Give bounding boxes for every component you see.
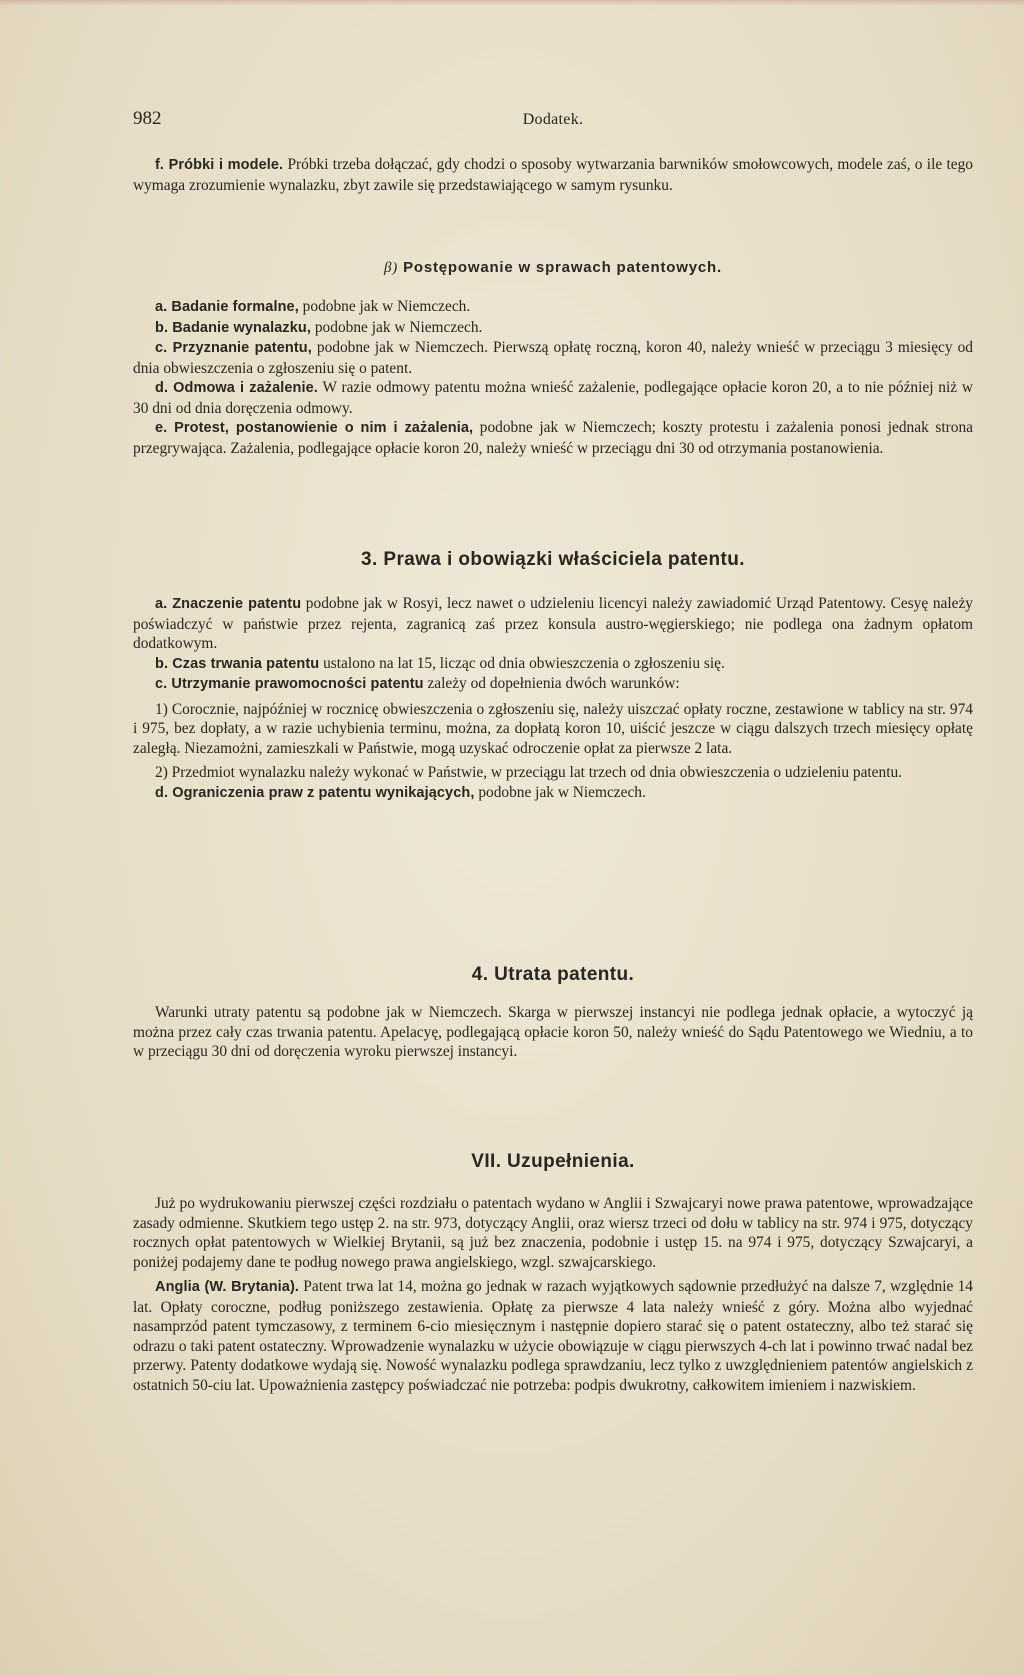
procedure-item-a (133, 297, 973, 318)
procedure-text: podobne jak w Niemczech. (298, 298, 471, 315)
rights-item-b (133, 654, 973, 675)
section-number: 4. (471, 964, 489, 985)
section-number: VII. (471, 1151, 502, 1172)
rights-label: c. Utrzymanie prawomocności patentu (155, 676, 424, 692)
condition-2: 2) Przedmiot wynalazku należy wykonać w Państwie, w przeciągu lat trzech od dnia obwieszczenia o udzieleniu patentu. (155, 764, 903, 781)
procedure-label: c. Przyznanie patentu, (155, 340, 312, 356)
rights-item-a (133, 594, 973, 654)
rights-item-d (133, 783, 973, 804)
section-title: Utrata patentu. (488, 964, 635, 985)
subheading-procedure (133, 258, 973, 279)
section-number: 3. (361, 549, 378, 570)
procedure-text: W razie odmowy patentu można wnieść zażalenie, podlegające opłacie koron 20, a to nie później niż w 30 dni od dnia doręczenia odmowy. (133, 379, 973, 417)
loss-paragraph: Warunki utraty patentu są podobne jak w Niemczech. Skarga w pierwszej instancyi nie podlega jednak opłacie, a wytoczyć ją można przez cały czas trwania patentu. Apelacyę, podlegającą opłacie koron 50, należy wnieść do Sądu Patentowego we Wiedniu, a to w przeciągu 30 dni od doręczenia wyroku pierwszej instancyi. (133, 1004, 973, 1060)
rights-label: b. Czas trwania patentu (155, 655, 320, 672)
rights-text: podobne jak w Rosyi, lecz nawet o udzieleniu licencyi należy zawiadomić Urząd Patentowy. Cesyę należy poświadczyć w państwie przez rejenta, zagranicą zaś przez konsula austro-węgierskiego; nie podlega ona żadnym opłatom dodatkowym. (133, 595, 973, 652)
anglia-paragraph (133, 1277, 973, 1395)
procedure-label: b. Badanie wynalazku, (155, 319, 312, 336)
section-7-heading (133, 1152, 973, 1172)
loss-section (133, 1003, 973, 1062)
page-number: 982 (133, 108, 162, 129)
paragraph-f (133, 155, 973, 195)
page-header (133, 108, 973, 134)
procedure-item-e (133, 418, 973, 458)
procedure-item-d (133, 378, 973, 418)
running-title: Dodatek. (522, 111, 584, 128)
section-4-heading (133, 965, 973, 985)
rights-text: zależy od dopełnienia dwóch warunków: (423, 675, 680, 692)
section-f (133, 155, 973, 195)
procedure-label: d. Odmowa i zażalenie. (155, 380, 318, 396)
procedure-list (133, 297, 973, 458)
section-title: Prawa i obowiązki właściciela patentu. (377, 549, 745, 570)
anglia-text: Patent trwa lat 14, można go jednak w razach wyjątkowych sądownie przedłużyć na dalsze 7, względnie 14 lat. Opłaty coroczne, podług poniższego zestawienia. Opłatę za pierwsze 4 lata należy wnieść z góry. Można albo wyjednać nasamprzód patent tymczasowy, z terminem 6-cio miesięcznym i następnie dopiero starać się o patent ostateczny, albo też starać się odrazu o taki patent ostateczny. Wprowadzenie wynalazku w użycie obowiązuje w ciągu pierwszych 4-ch lat i powinno trwać nadal bez przerwy. Patenty dodatkowe wydają się. Nowość wynalazku podlega sprawdzaniu, lecz tylko z uwzględnieniem patentów angielskich z ostatnich 50-ciu lat. Upoważnienia zastępcy poświadczać nie potrzeba: podpis dwukrotny, całkowitem imieniem i nazwiskiem. (133, 1278, 973, 1394)
procedure-text: podobne jak w Niemczech; koszty protestu i zażalenia ponosi jednak strona przegrywająca. Zażalenia, podlegające opłacie koron 20, należy wnieść w przeciągu dni 30 od otrzymania postanowienia. (133, 419, 973, 457)
procedure-text: podobne jak w Niemczech. (311, 318, 483, 336)
procedure-item-b (133, 318, 973, 339)
text-f: Próbki trzeba dołączać, gdy chodzi o sposoby wytwarzania barwników smołowcowych, modele zaś, o ile tego wymaga zrozumienie wynalazku, zbyt zawile się przedstawiającego w samym rysunku. (133, 156, 973, 194)
procedure-label: e. Protest, postanowienie o nim i zażalenia, (155, 420, 474, 436)
label-f: f. Próbki i modele. (155, 157, 284, 173)
supplement-section (133, 1194, 973, 1395)
supplement-paragraph: Już po wydrukowaniu pierwszej części rozdziału o patentach wydano w Anglii i Szwajcaryi nowe prawa patentowe, wprowadzające zasady odmienne. Skutkiem tego ustęp 2. na str. 973, dotyczący Anglii, oraz wiersz trzeci od dołu w tablicy na str. 974 i 975, dotyczący rocznych opłat patentowych w Wielkiej Brytanii, są już bez znaczenia, podobnie i ustęp 15. na 974 i 975, dotyczący Szwajcaryi, a poniżej podajemy dane te podług nowego prawa angielskiego, wzgl. szwajcarskiego. (133, 1195, 973, 1271)
section-3-heading (133, 550, 973, 570)
rights-text: podobne jak w Niemczech. (474, 783, 646, 801)
subheading-title: Postępowanie w sprawach patentowych. (398, 259, 722, 276)
anglia-label: Anglia (W. Brytania). (155, 1279, 299, 1295)
procedure-text: podobne jak w Niemczech. Pierwszą opłatę roczną, koron 40, należy wnieść w przeciągu 3 miesięcy od dnia obwieszczenia o zgłoszeniu się o patent. (133, 339, 973, 377)
rights-label: d. Ograniczenia praw z patentu wynikających, (155, 784, 475, 801)
rights-list (133, 594, 973, 803)
procedure-item-c (133, 338, 973, 378)
subheading-marker: β) (384, 260, 399, 276)
rights-label: a. Znaczenie patentu (155, 596, 302, 612)
section-title: Uzupełnienia. (501, 1151, 635, 1172)
rights-text: ustalono na lat 15, licząc od dnia obwieszczenia o zgłoszeniu się. (319, 654, 725, 672)
condition-1: 1) Corocznie, najpóźniej w rocznicę obwieszczenia o zgłoszeniu się, należy uiszczać opłaty roczne, zestawione w tablicy na str. 974 i 975, bez dopłaty, a w razie uchybienia terminu, można, za dopłatą koron 10, uiścić jeszcze w ciągu dalszych trzech miesięcy opłatę zaległą. Niezamożni, zamieszkali w Państwie, mogą uzyskać odroczenie opłat za pierwsze 2 lata. (133, 700, 973, 757)
procedure-label: a. Badanie formalne, (155, 299, 299, 315)
rights-item-c (133, 674, 973, 695)
